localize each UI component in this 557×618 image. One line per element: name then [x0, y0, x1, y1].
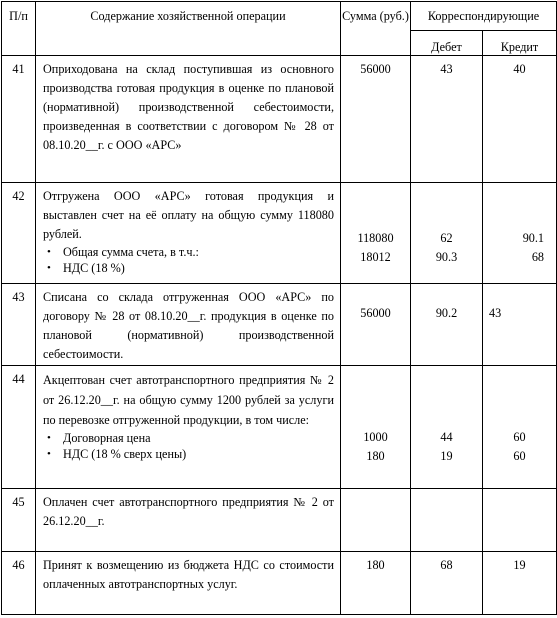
- row-debit: 68: [411, 552, 483, 615]
- row-credit: 40: [483, 56, 557, 183]
- row-text: Принят к возмещению из бюджета НДС со стоимости оплаченных автотранспортных услуг.: [36, 552, 341, 615]
- bullet-list: [43, 430, 334, 462]
- row-credit: 60 60: [483, 366, 557, 489]
- operations-table: [1, 1, 557, 615]
- list-item: • НДС (18 % сверх цены): [43, 446, 334, 462]
- bullet-list: [43, 244, 334, 276]
- row-sum: 56000: [341, 284, 411, 366]
- row-debit: [411, 489, 483, 552]
- row-debit: 44 19: [411, 366, 483, 489]
- header-corr: Корреспондирующие: [411, 2, 557, 31]
- table-row: [2, 56, 557, 183]
- row-num: 41: [2, 56, 36, 183]
- row-debit: 90.2: [411, 284, 483, 366]
- row-sum: 56000: [341, 56, 411, 183]
- header-num: П/п: [2, 2, 36, 56]
- header-sum: Сумма (руб.): [341, 2, 411, 56]
- header-debit: Дебет: [411, 31, 483, 56]
- row-text: Оплачен счет автотранспортного предприятия № 2 от 26.12.20__г.: [36, 489, 341, 552]
- table-row: [2, 183, 557, 284]
- row-sum: 118080 18012: [341, 183, 411, 284]
- row-text: Отгружена ООО «АРС» готовая продукция и выставлен счет на её оплату на общую сумму 118080 рублей. • Общая сумма счета, в т.ч.: • НДС (18 %): [36, 183, 341, 284]
- row-num: 46: [2, 552, 36, 615]
- row-num: 42: [2, 183, 36, 284]
- list-item: • НДС (18 %): [43, 260, 334, 276]
- row-debit: 43: [411, 56, 483, 183]
- row-text: Списана со склада отгруженная ООО «АРС» по договору № 28 от 08.10.20__г. продукция в оценке по плановой (нормативной) производственной себестоимости.: [36, 284, 341, 366]
- list-item: • Договорная цена: [43, 430, 334, 446]
- list-item: • Общая сумма счета, в т.ч.:: [43, 244, 334, 260]
- row-text: Акцептован счет автотранспортного предприятия № 2 от 26.12.20__г. на общую сумму 1200 рублей за услуги по перевозке отгруженной продукции, в том числе: • Договорная цена • НДС (18 % сверх цены): [36, 366, 341, 489]
- row-num: 44: [2, 366, 36, 489]
- row-num: 43: [2, 284, 36, 366]
- row-credit: 19: [483, 552, 557, 615]
- row-sum: 1000 180: [341, 366, 411, 489]
- header-content: Содержание хозяйственной операции: [36, 2, 341, 56]
- table-row: [2, 489, 557, 552]
- row-credit: 90.1 68: [483, 183, 557, 284]
- row-sum: [341, 489, 411, 552]
- table-row: [2, 552, 557, 615]
- row-text: Оприходована на склад поступившая из основного производства готовая продукция в оценке по плановой (нормативной) производственной себестоимости, произведенная в соответствии с договором № 28 от 08.10.20__г. с ООО «АРС»: [36, 56, 341, 183]
- table-row: [2, 284, 557, 366]
- row-sum: 180: [341, 552, 411, 615]
- row-debit: 62 90.3: [411, 183, 483, 284]
- table-row: [2, 366, 557, 489]
- row-credit: [483, 489, 557, 552]
- row-num: 45: [2, 489, 36, 552]
- row-credit: 43: [483, 284, 557, 366]
- header-credit: Кредит: [483, 31, 557, 56]
